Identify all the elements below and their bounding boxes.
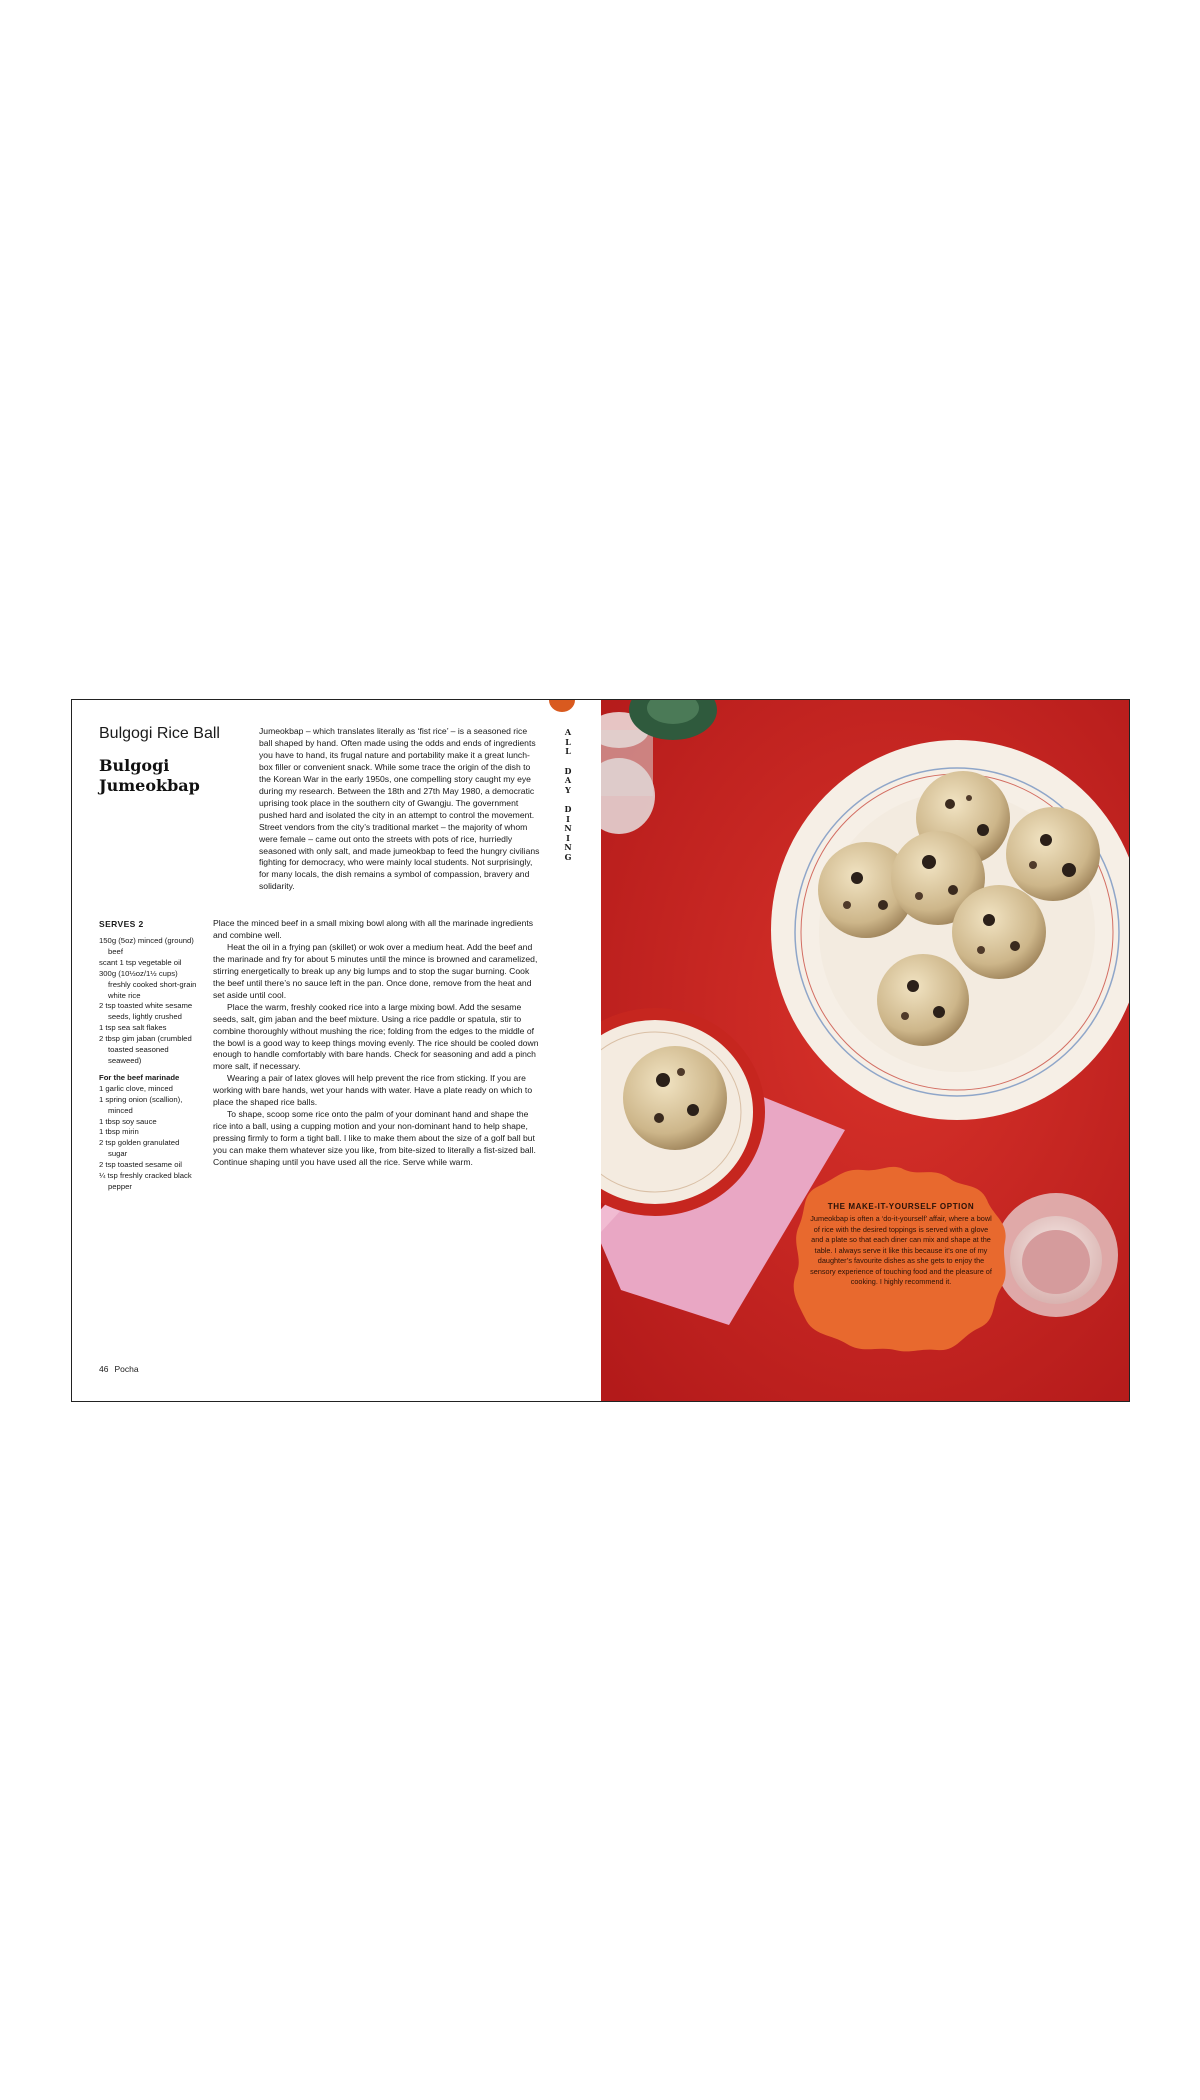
left-page (72, 700, 601, 1401)
section-tab-letter: Y (565, 784, 571, 795)
rice-ball-icon (952, 885, 1046, 979)
sticker-body: Jumeokbap is often a ‘do-it-yourself’ affair, where a bowl of rice with the desired toppings is served with a glove and a plate so that each diner can mix and shape at the table. I always serve it like this because it’s one of my daughter’s favourite dishes as she gets to enjoy the sensory experience of touching food and the pleasure of cooking. I highly recommend it. (810, 1214, 992, 1286)
recipe-title-korean (99, 756, 219, 796)
marinade-item: 1 spring onion (scallion), minced (99, 1094, 183, 1115)
sticker-title: THE MAKE-IT-YOURSELF OPTION (827, 1202, 975, 1211)
section-tab-word (562, 805, 574, 862)
page-number: 46 (99, 1364, 109, 1374)
section-tab-letter: L (565, 736, 571, 747)
recipe-intro (259, 726, 541, 893)
section-tab-letter: A (564, 775, 572, 785)
marinade-heading: For the beef marinade (99, 1072, 180, 1082)
section-tab-letter: D (564, 765, 572, 776)
section-tab-letter: I (566, 813, 570, 824)
marinade-item: 1 garlic clove, minced (99, 1083, 173, 1093)
ingredient-list (99, 936, 199, 1193)
method-paragraph: Place the minced beef in a small mixing bowl along with all the marinade ingredients and combine well. (213, 918, 534, 940)
method-steps (213, 918, 540, 1169)
marinade-item: ¼ tsp freshly cracked black pepper (99, 1171, 192, 1191)
orange-page-marker (549, 699, 575, 712)
method-paragraph: To shape, scoop some rice onto the palm of your dominant hand and shape the rice into a ball, using a cupping motion and your non-dominant hand to help shape, pressing firmly to form a tight ball. I like to make them about the size of a golf ball but you can make them whatever size you like, from bite-sized to literally a fist-sized ball. Continue shaping until you have used all the rice. Serve while warm. (213, 1109, 536, 1168)
ingredient-item: 300g (10½oz/1½ cups) freshly cooked short-grain white rice (99, 968, 197, 1000)
ingredient-item: scant 1 tsp vegetable oil (99, 957, 182, 967)
marinade-item: 1 tbsp mirin (99, 1127, 139, 1137)
section-tab-letter: L (565, 746, 571, 756)
method-paragraph: Place the warm, freshly cooked rice into a large mixing bowl. Add the sesame seeds, salt, gim jaban and the beef mixture. Using a rice paddle or spatula, stir to combine thoroughly without mushing the rice; folding from the edges to the middle of the bowl is a good way to keep things moving evenly. The rice should be cooled down enough to handle comfortably with bare hands. Check for seasoning and add a pinch more salt, if necessary. (213, 1001, 539, 1072)
page-folio (99, 1364, 145, 1374)
section-tab-letter: N (564, 842, 572, 852)
recipe-title-korean-line: Jumeokbap (99, 776, 200, 795)
method-paragraph: Heat the oil in a frying pan (skillet) or wok over a medium heat. Add the beef and the marinade and fry for about 5 minutes until the mince is browned and caramelized, stirring energetically to break up any big lumps and to stop the sugar burning. Cook the beef until there’s no sauce left in the pan. Once done, remove from the heat and set aside until cool. (213, 941, 538, 1000)
ingredient-item: 1 tsp sea salt flakes (99, 1023, 167, 1033)
section-tab-letter: D (564, 804, 572, 814)
ingredient-item: 2 tbsp gim jaban (crumbled toasted seasoned seaweed) (99, 1034, 192, 1065)
rice-ball-icon (1006, 807, 1100, 901)
section-tab-letter: N (564, 823, 572, 833)
rice-ball-icon (877, 954, 969, 1046)
ingredient-item: 150g (5oz) minced (ground) beef (99, 936, 194, 956)
marinade-item: 2 tsp toasted sesame oil (99, 1160, 182, 1170)
marinade-item: 1 tbsp soy sauce (99, 1116, 157, 1126)
section-tab-vertical (562, 728, 574, 872)
sticker-callout (809, 1202, 993, 1288)
section-tab-letter: A (564, 727, 572, 737)
section-tab-word (562, 728, 574, 757)
intro-paragraph: Jumeokbap – which translates literally as ‘fist rice’ – is a seasoned rice ball shaped by hand. Often made using the odds and ends of ingredients you have to hand, its frugal nature and portability make it a great lunch-box filler or convenient snack. While some trace the origin of the dish to the Korean War in the early 1950s, one compelling story caught my eye during my research. Between the 18th and 27th May 1980, a democratic uprising took place in the southern city of Gwangju. The government pushed hard and isolated the city in an attempt to control the movement. Street vendors from the city’s traditional market – the majority of whom were female – came out onto the streets with pots of rice, hurriedly seasoned with only salt, and made jumeokbap to feed the hungry civilians fighting for democracy, who were mainly local students. Not surprisingly, for many locals, the dish remains a symbol of compassion, bravery and solidarity. (259, 726, 540, 892)
recipe-title-english: Bulgogi Rice Ball (99, 725, 220, 742)
right-page-photo (601, 700, 1130, 1401)
section-tab-letter: I (566, 832, 570, 843)
method-paragraph: Wearing a pair of latex gloves will help prevent the rice from sticking. If you are working with bare hands, wet your hands with water. Have a plate ready on which to place the shaped rice balls. (213, 1073, 533, 1108)
rice-ball-icon (623, 1046, 727, 1150)
serves-label: SERVES 2 (99, 919, 144, 929)
book-spread (71, 699, 1130, 1402)
ingredient-item: 2 tsp toasted white sesame seeds, lightly crushed (99, 1001, 193, 1022)
recipe-title-korean-line: Bulgogi (99, 756, 170, 775)
marinade-item: 2 tsp golden granulated sugar (99, 1138, 180, 1159)
section-tab-word (562, 767, 574, 796)
book-title: Pocha (114, 1364, 139, 1374)
drink-glass-icon (994, 1193, 1118, 1317)
section-tab-letter: G (564, 851, 572, 862)
